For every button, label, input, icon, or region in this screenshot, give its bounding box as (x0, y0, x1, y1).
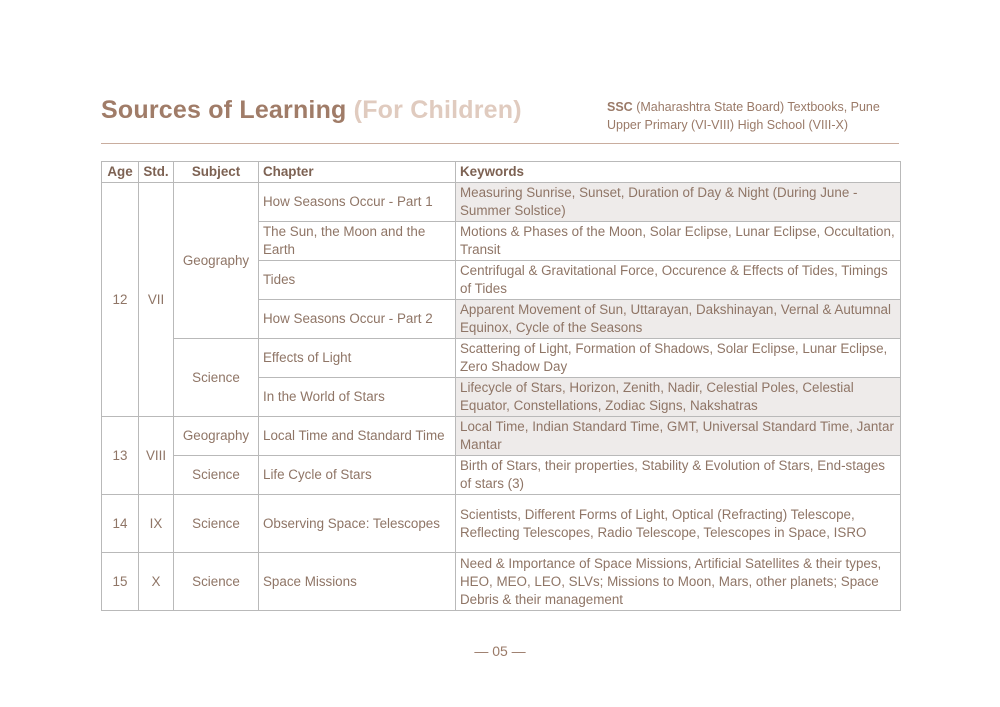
chapter-cell: In the World of Stars (259, 378, 456, 417)
header-subject: Subject (174, 162, 259, 183)
std-cell: X (139, 553, 174, 611)
subject-cell: Geography (174, 417, 259, 456)
source-line-1 (607, 99, 880, 117)
keywords-cell: Measuring Sunrise, Sunset, Duration of Day & Night (During June - Summer Solstice) (456, 183, 901, 222)
chapter-cell: How Seasons Occur - Part 1 (259, 183, 456, 222)
header-divider (101, 143, 899, 144)
keywords-cell: Birth of Stars, their properties, Stability & Evolution of Stars, End-stages of stars (3) (456, 456, 901, 495)
chapter-cell: Space Missions (259, 553, 456, 611)
table-row (102, 553, 901, 611)
chapter-cell: Life Cycle of Stars (259, 456, 456, 495)
source-info (607, 99, 880, 134)
header-std: Std. (139, 162, 174, 183)
table-row (102, 456, 901, 495)
subject-cell: Science (174, 456, 259, 495)
subject-cell: Science (174, 339, 259, 417)
chapter-cell: How Seasons Occur - Part 2 (259, 300, 456, 339)
keywords-cell: Local Time, Indian Standard Time, GMT, Universal Standard Time, Jantar Mantar (456, 417, 901, 456)
chapter-cell: Observing Space: Telescopes (259, 495, 456, 553)
age-cell: 13 (102, 417, 139, 495)
table-row (102, 183, 901, 222)
keywords-cell: Lifecycle of Stars, Horizon, Zenith, Nadir, Celestial Poles, Celestial Equator, Constellations, Zodiac Signs, Nakshatras (456, 378, 901, 417)
curriculum-table (101, 161, 901, 611)
source-bold: SSC (607, 100, 633, 114)
age-cell: 14 (102, 495, 139, 553)
table-row (102, 417, 901, 456)
source-line-2: Upper Primary (VI-VIII) High School (VIII-X) (607, 117, 849, 132)
keywords-cell: Need & Importance of Space Missions, Artificial Satellites & their types, HEO, MEO, LEO, SLVs; Missions to Moon, Mars, other planets; Space Debris & their management (456, 553, 901, 611)
std-cell: VIII (139, 417, 174, 495)
table-header-row (102, 162, 901, 183)
table-row (102, 339, 901, 378)
chapter-cell: Local Time and Standard Time (259, 417, 456, 456)
std-cell: IX (139, 495, 174, 553)
table-row (102, 495, 901, 553)
title-subtitle: (For Children) (353, 96, 522, 124)
std-cell: VII (139, 183, 174, 417)
age-cell: 15 (102, 553, 139, 611)
header-keywords: Keywords (456, 162, 901, 183)
page-title (101, 96, 522, 125)
subject-cell: Science (174, 553, 259, 611)
chapter-cell: Tides (259, 261, 456, 300)
age-cell: 12 (102, 183, 139, 417)
keywords-cell: Apparent Movement of Sun, Uttarayan, Dakshinayan, Vernal & Autumnal Equinox, Cycle of the Seasons (456, 300, 901, 339)
keywords-cell: Scientists, Different Forms of Light, Optical (Refracting) Telescope, Reflecting Telescopes, Radio Telescope, Telescopes in Space, ISRO (456, 495, 901, 553)
chapter-cell: Effects of Light (259, 339, 456, 378)
chapter-cell: The Sun, the Moon and the Earth (259, 222, 456, 261)
header-age: Age (102, 162, 139, 183)
keywords-cell: Scattering of Light, Formation of Shadows, Solar Eclipse, Lunar Eclipse, Zero Shadow Day (456, 339, 901, 378)
page-number: — 05 — (474, 643, 526, 659)
subject-cell: Science (174, 495, 259, 553)
subject-cell: Geography (174, 183, 259, 339)
title-main: Sources of Learning (101, 96, 347, 124)
header-chapter: Chapter (259, 162, 456, 183)
keywords-cell: Centrifugal & Gravitational Force, Occurence & Effects of Tides, Timings of Tides (456, 261, 901, 300)
keywords-cell: Motions & Phases of the Moon, Solar Eclipse, Lunar Eclipse, Occultation, Transit (456, 222, 901, 261)
source-line-1-text: (Maharashtra State Board) Textbooks, Pune (636, 100, 880, 114)
